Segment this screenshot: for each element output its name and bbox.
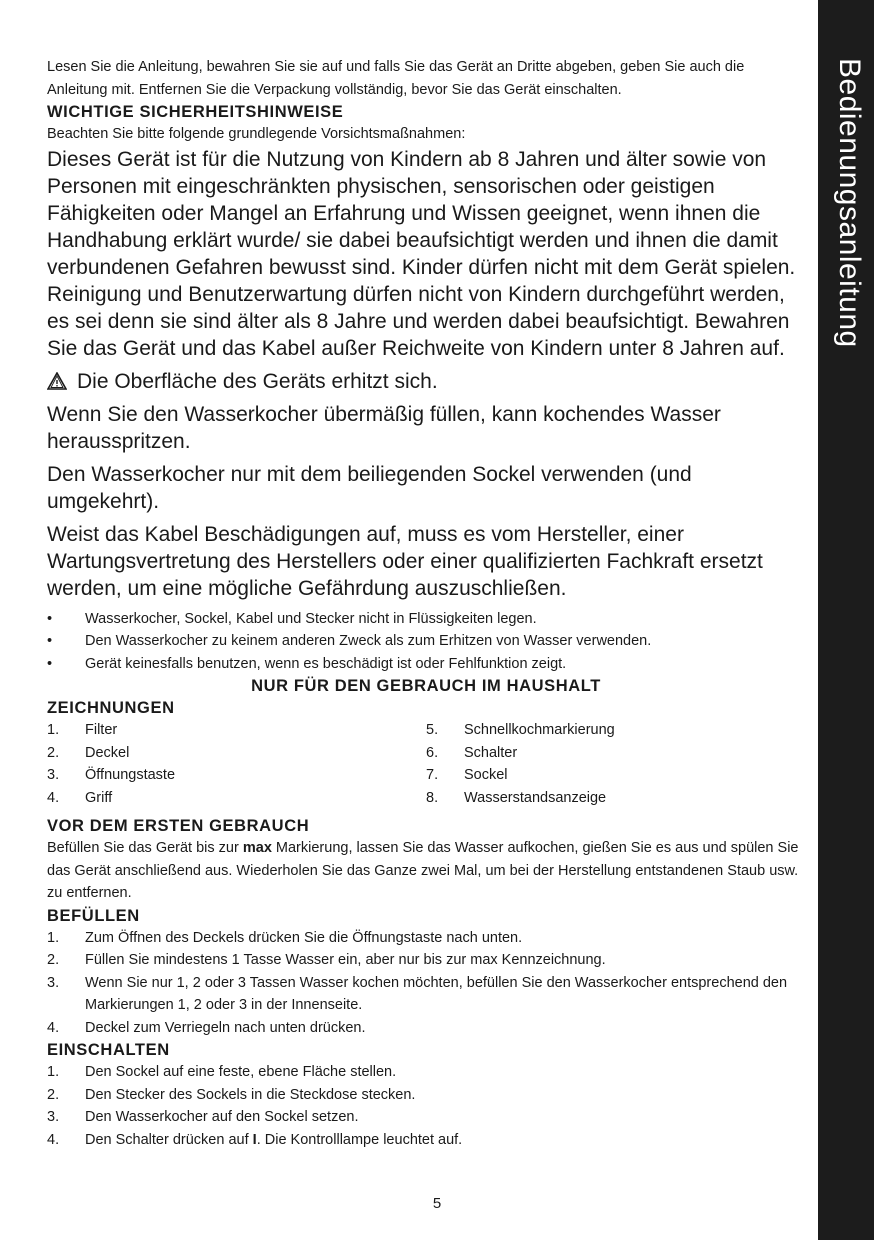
hot-surface-warning xyxy=(47,368,805,395)
page-number: 5 xyxy=(432,1195,442,1212)
list-item: 3. Den Wasserkocher auf den Sockel setzen. xyxy=(47,1109,359,1125)
list-item: 5. Schnellkochmarkierung xyxy=(426,722,615,738)
sidebar-tab xyxy=(818,0,874,1240)
switching-on-heading: EINSCHALTEN xyxy=(47,1041,170,1059)
list-item: 8. Wasserstandsanzeige xyxy=(426,789,607,806)
cable-paragraph: Weist das Kabel Beschädigungen auf, muss es vom Hersteller, einer Wartungsvertretung des Herstellers oder einer qualifizierten Fachkraft ersetzt werden, um eine mögliche Gefährdung auszuschließen. xyxy=(47,522,763,600)
sidebar-title: Bedienungsanleitung xyxy=(833,58,866,348)
first-use-paragraph: Befüllen Sie das Gerät bis zur max Markierung, lassen Sie das Wasser aufkochen, gießen Sie es aus und spülen Sie das Gerät anschließend aus. Wiederholen Sie das Ganze zwei Mal, um bei der Herstellung entstandenen Staub usw. zu entfernen. xyxy=(47,840,799,901)
drawings-heading: ZEICHNUNGEN xyxy=(47,699,175,717)
list-item: • Gerät keinesfalls benutzen, wenn es beschädigt ist oder Fehlfunktion zeigt. xyxy=(47,655,567,672)
manual-content xyxy=(47,56,805,1151)
list-item: 3. Öffnungstaste xyxy=(47,767,176,783)
base-only-paragraph: Den Wasserkocher nur mit dem beiliegenden Sockel verwenden (und umgekehrt). xyxy=(47,462,692,513)
safety-heading: WICHTIGE SICHERHEITSHINWEISE xyxy=(47,103,344,121)
list-item: 3. Wenn Sie nur 1, 2 oder 3 Tassen Wasser kochen möchten, befüllen Sie den Wasserkocher entsprechend den Markierungen 1, 2 oder 3 in der Innenseite. xyxy=(47,974,788,1013)
intro-paragraph: Lesen Sie die Anleitung, bewahren Sie sie auf und falls Sie das Gerät an Dritte abgeben, geben Sie auch die Anleitung mit. Entfernen Sie die Verpackung vollständig, bevor Sie das Gerät einschalten. xyxy=(47,59,745,98)
list-item: 2. Deckel xyxy=(47,744,130,761)
list-item: 2. Füllen Sie mindestens 1 Tasse Wasser ein, aber nur bis zur max Kennzeichnung. xyxy=(47,952,606,968)
list-item: 4. Den Schalter drücken auf I. Die Kontrolllampe leuchtet auf. xyxy=(47,1131,463,1148)
children-paragraph: Dieses Gerät ist für die Nutzung von Kindern ab 8 Jahren und älter sowie von Personen mit eingeschränkten physischen, sensorischen oder geistigen Fähigkeiten oder Mangel an Erfahrung und Wissen geeignet, wenn ihnen die Handhabung erklärt wurde/ sie dabei beaufsichtigt werden und ihnen die damit verbundenen Gefahren bewusst sind. Kinder dürfen nicht mit dem Gerät spielen. Reinigung und Benutzerwartung dürfen nicht von Kindern durchgeführt werden, es sei denn sie sind älter als 8 Jahre und werden dabei beaufsichtigt. Bewahren Sie das Gerät und das Kabel außer Reichweite von Kindern unter 8 Jahren auf. xyxy=(47,147,796,360)
first-use-heading: VOR DEM ERSTEN GEBRAUCH xyxy=(47,817,310,835)
list-item: 1. Den Sockel auf eine feste, ebene Fläche stellen. xyxy=(47,1064,397,1080)
list-item: 1. Zum Öffnen des Deckels drücken Sie die Öffnungstaste nach unten. xyxy=(47,929,523,946)
parts-list xyxy=(47,719,805,809)
list-item: 7. Sockel xyxy=(426,767,508,783)
list-item: 1. Filter xyxy=(47,722,118,738)
filling-heading: BEFÜLLEN xyxy=(47,906,140,925)
list-item: • Den Wasserkocher zu keinem anderen Zweck als zum Erhitzen von Wasser verwenden. xyxy=(47,633,652,649)
list-item: • Wasserkocher, Sockel, Kabel und Stecker nicht in Flüssigkeiten legen. xyxy=(47,610,537,627)
overfill-paragraph: Wenn Sie den Wasserkocher übermäßig füllen, kann kochendes Wasser herausspritzen. xyxy=(47,402,721,453)
list-item: 2. Den Stecker des Sockels in die Steckdose stecken. xyxy=(47,1086,416,1103)
household-only-heading: NUR FÜR DEN GEBRAUCH IM HAUSHALT xyxy=(251,677,601,695)
hot-surface-text: Die Oberfläche des Geräts erhitzt sich. xyxy=(77,369,438,393)
safety-subtitle: Beachten Sie bitte folgende grundlegende Vorsichtsmaßnahmen: xyxy=(47,126,466,142)
list-item: 4. Griff xyxy=(47,789,113,806)
list-item: 4. Deckel zum Verriegeln nach unten drücken. xyxy=(47,1019,366,1036)
warning-triangle-icon xyxy=(47,372,67,390)
list-item: 6. Schalter xyxy=(426,744,518,761)
